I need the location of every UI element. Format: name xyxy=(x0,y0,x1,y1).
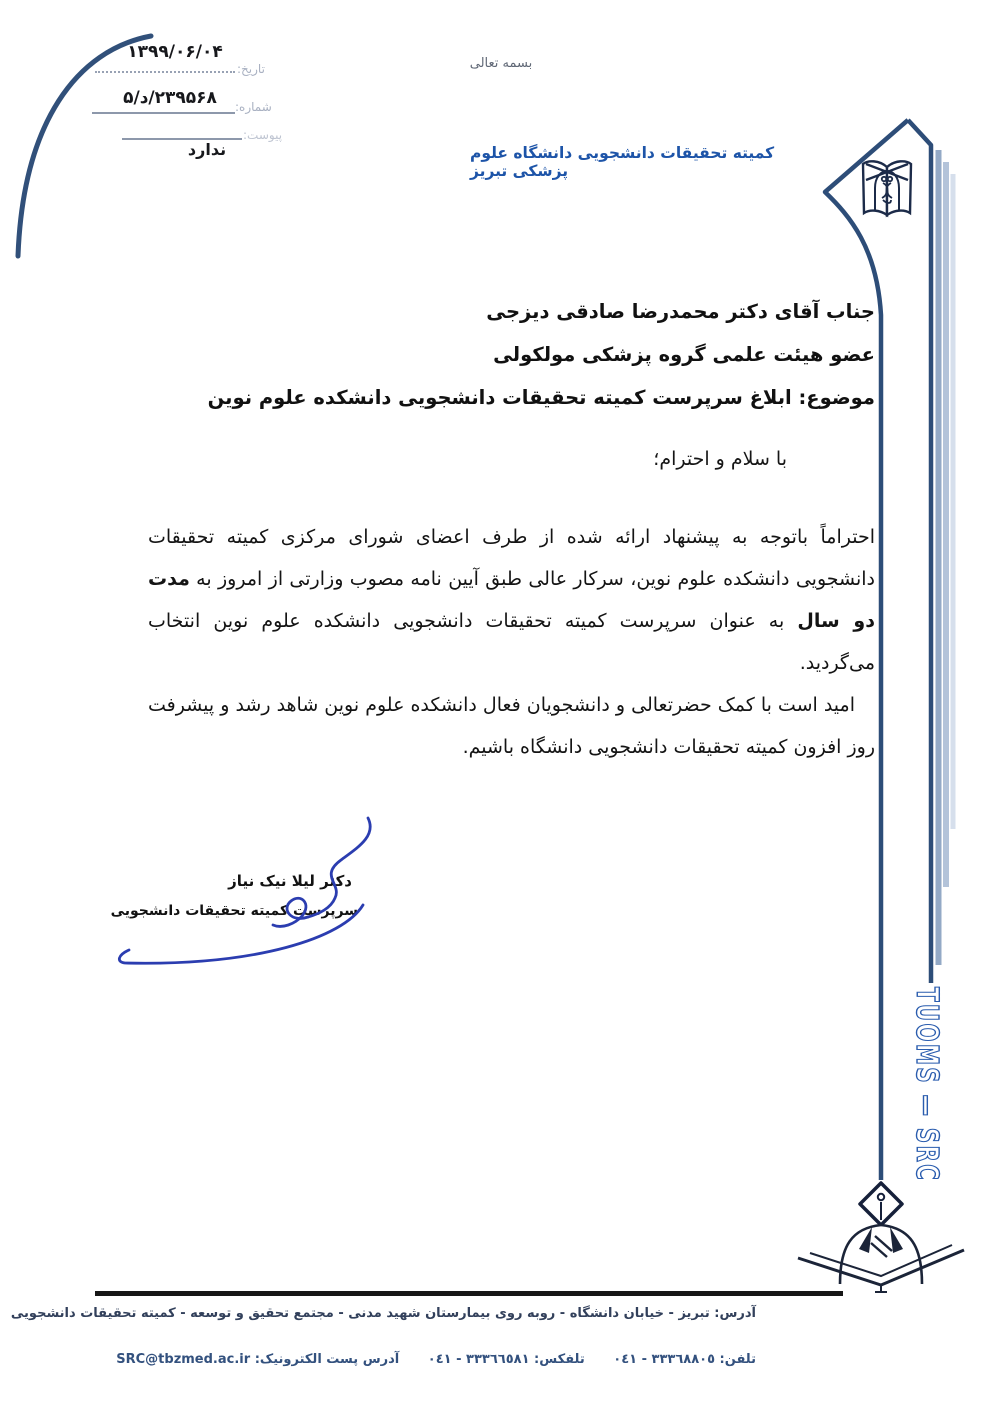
attachment-value: ندارد xyxy=(187,140,227,159)
body-paragraph-1 xyxy=(148,516,875,684)
body-p1-post: به عنوان سرپرست کمیته تحقیقات دانشجویی دانشکده علوم نوین انتخاب می‌گردید. xyxy=(148,610,875,674)
number-line xyxy=(92,112,235,114)
signer-title: سرپرست کمیته تحقیقات دانشجویی xyxy=(110,903,358,919)
shadow-strip xyxy=(936,150,942,965)
diamond-finial-icon xyxy=(860,1183,902,1225)
date-value: ۱۳۹۹/۰۶/۰۴ xyxy=(127,42,223,62)
body-p1-pre: احتراماً باتوجه به پیشنهاد ارائه شده از طرف اعضای شورای مرکزی کمیته تحقیقات دانشجویی دانشکده علوم نوین، سرکار عالی طبق آیین نامه مصوب وزارتی از امروز به xyxy=(148,526,875,590)
shadow-strip xyxy=(943,162,949,887)
signer-name: دکتر لیلا نیک نیاز xyxy=(228,872,352,890)
footer-contact xyxy=(116,1352,756,1367)
letter-body xyxy=(148,516,875,768)
handwritten-signature xyxy=(105,810,410,985)
body-paragraph-2: امید است با کمک حضرتعالی و دانشجویان فعال دانشکده علوم نوین شاهد رشد و پیشرفت روز افزون کمیته تحقیقات دانشجویی دانشگاه باشیم. xyxy=(148,694,875,758)
footer-email-label: آدرس پست الکترونیک: xyxy=(254,1352,400,1367)
tuoms-src-vertical-text: TUOMS — SRC xyxy=(909,987,944,1260)
date-label: تاریخ: xyxy=(237,62,265,76)
footer-email: SRC@tbzmed.ac.ir xyxy=(116,1352,251,1367)
number-label: شماره: xyxy=(235,100,272,114)
recipient-name: جناب آقای دکتر محمدرضا صادقی دیزجی xyxy=(486,300,875,323)
organization-title: کمیته تحقیقات دانشجویی دانشگاه علوم پزشکی تبریز xyxy=(470,144,775,180)
body-p1-bold-duration: مدت دو سال xyxy=(148,568,875,632)
recipient-title: عضو هیئت علمی گروه پزشکی مولکولی xyxy=(493,343,875,366)
pen-outer-edge xyxy=(908,120,931,983)
recipient-block xyxy=(208,290,875,419)
number-value: ۲۳۹۵۶۸/د/۵ xyxy=(123,88,217,108)
bismillah-text: بسمه تعالی xyxy=(469,56,533,71)
date-line xyxy=(95,71,235,73)
footer-phone: تلفن: ٣٣٣٦٨٨٠٥ - ٠٤١ xyxy=(613,1352,756,1367)
letter-subject: موضوع: ابلاغ سرپرست کمیته تحقیقات دانشجویی دانشکده علوم نوین xyxy=(207,386,875,409)
src-book-logo-icon xyxy=(863,161,911,215)
attachment-label: پیوست: xyxy=(243,128,283,142)
signature-block xyxy=(105,810,410,985)
shadow-strip xyxy=(951,174,956,829)
footer-address: آدرس: تبریز - خیابان دانشگاه - روبه روی بیمارستان شهید مدنی - مجتمع تحقیق و توسعه - کمیته تحقیقات دانشجویی xyxy=(10,1306,756,1321)
graduate-emblem-icon xyxy=(798,1225,964,1292)
footer-fax: تلفکس: ٣٣٣٦٦٥٨١ - ٠٤١ xyxy=(427,1352,585,1367)
salutation: با سلام و احترام؛ xyxy=(653,448,787,470)
footer-divider-line xyxy=(95,1291,843,1296)
corner-arc-decoration xyxy=(5,26,165,266)
